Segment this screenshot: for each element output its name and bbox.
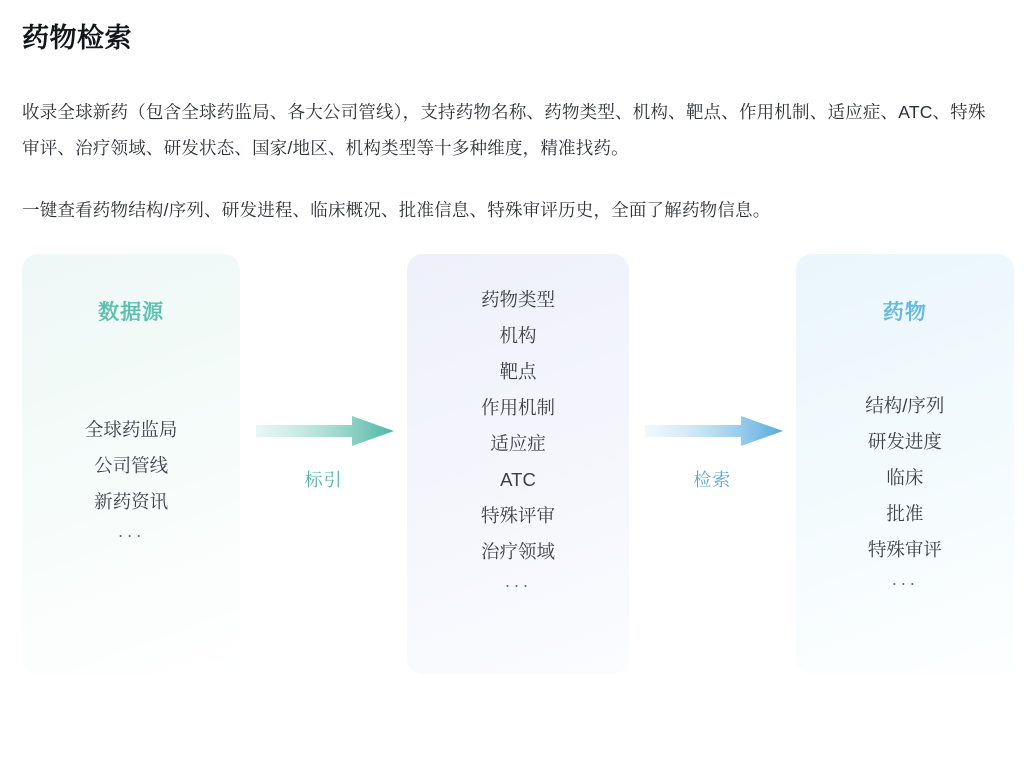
list-item: 临床 (886, 467, 924, 488)
arrow-group-2 (629, 254, 796, 674)
list-item: 适应症 (490, 433, 546, 454)
list-item: 全球药监局 (84, 419, 178, 440)
arrow-label-2: 检索 (693, 470, 732, 490)
intro-section (22, 94, 1014, 228)
list-item: 研发进度 (867, 431, 942, 452)
card-drug-list (796, 388, 1014, 598)
card-data-source-list (22, 412, 240, 550)
list-item: 药物类型 (480, 289, 555, 310)
arrow-right-icon (256, 414, 396, 448)
list-ellipsis: ··· (504, 575, 532, 595)
list-item: 结构/序列 (865, 395, 945, 416)
intro-paragraph-1: 收录全球新药（包含全球药监局、各大公司管线），支持药物名称、药物类型、机构、靶点、作用机制、适应症、ATC、特殊审评、治疗领域、研发状态、国家/地区、机构类型等十多种维度，精准找药。 (22, 102, 986, 158)
card-drug (796, 254, 1014, 674)
list-ellipsis: ··· (891, 573, 919, 593)
list-item: 新药资讯 (94, 491, 169, 512)
card-dimensions (407, 254, 629, 674)
list-item: 靶点 (499, 361, 537, 382)
list-item: ATC (500, 469, 536, 490)
card-drug-title: 药物 (882, 301, 927, 324)
card-dimensions-list (407, 282, 629, 600)
arrow-label-1: 标引 (304, 470, 343, 490)
flow-diagram (22, 254, 1014, 674)
list-ellipsis: ··· (117, 525, 145, 545)
list-item: 特殊评审 (480, 505, 555, 526)
list-item: 机构 (499, 325, 537, 346)
list-item: 作用机制 (480, 397, 555, 418)
card-data-source-title: 数据源 (98, 301, 165, 324)
list-item: 公司管线 (94, 455, 169, 476)
list-item: 特殊审评 (867, 539, 942, 560)
arrow-group-1 (240, 254, 407, 674)
card-data-source (22, 254, 240, 674)
page-title: 药物检索 (22, 23, 132, 53)
arrow-right-icon (645, 414, 785, 448)
list-item: 治疗领域 (480, 541, 555, 562)
intro-paragraph-2: 一键查看药物结构/序列、研发进程、临床概况、批准信息、特殊审评历史，全面了解药物信息。 (22, 200, 771, 220)
list-item: 批准 (886, 503, 924, 524)
